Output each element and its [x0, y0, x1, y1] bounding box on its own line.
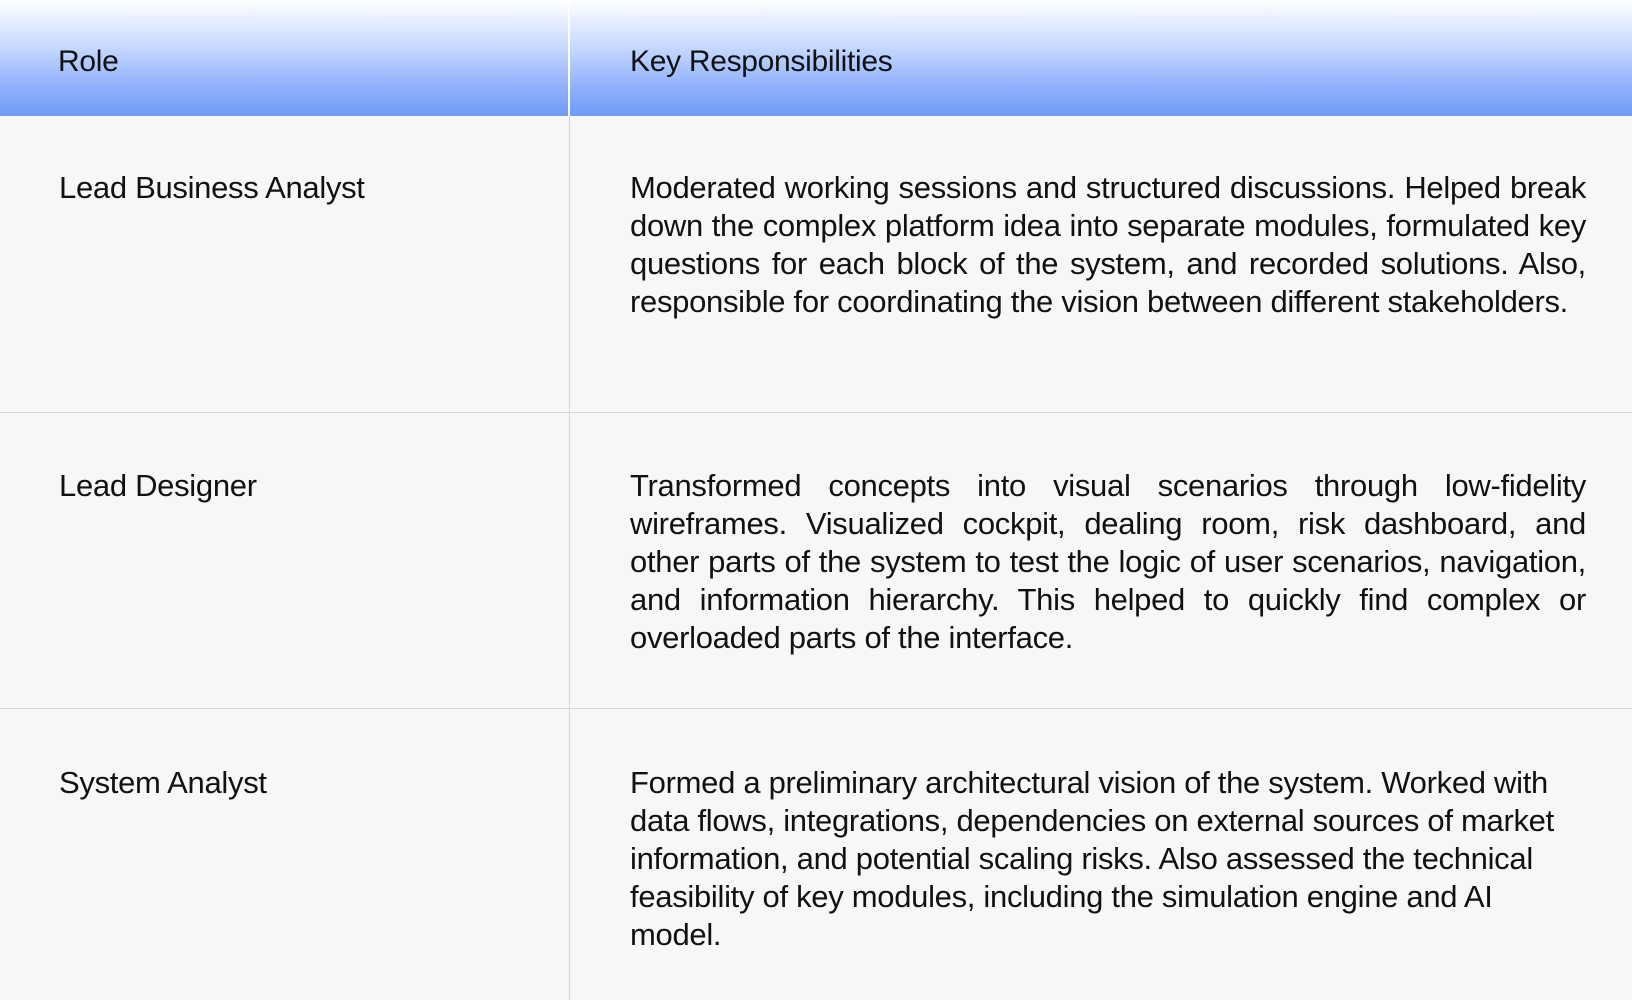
header-responsibilities [570, 0, 1632, 116]
role-label: Lead Designer [59, 468, 257, 503]
header-role [0, 0, 570, 116]
table-row-1-role [0, 116, 570, 412]
responsibilities-text: Formed a preliminary architectural vision of the system. Worked with data flows, integrations, dependencies on external sources of market information, and potential scaling risks. Also assessed the technical feasibility of key modules, including the simulation engine and AI model. [630, 765, 1554, 952]
table-row-3-role [0, 708, 570, 1000]
responsibilities-text: Transformed concepts into visual scenarios through low-fidelity wireframes. Visualized cockpit, dealing room, risk dashboard, and other parts of the system to test the logic of user scenarios, navigation, and information hierarchy. This helped to quickly find complex or overloaded parts of the interface. [630, 468, 1586, 655]
header-role-label: Role [58, 45, 119, 78]
table-row-3-responsibilities [570, 708, 1632, 1000]
table-row-2-responsibilities [570, 412, 1632, 708]
role-label: Lead Business Analyst [59, 170, 365, 205]
responsibilities-text: Moderated working sessions and structured discussions. Helped break down the complex platform idea into separate modules, formulated key questions for each block of the system, and recorded solutions. Also, responsible for coordinating the vision between different stakeholders. [630, 170, 1586, 319]
table-row-1-responsibilities [570, 116, 1632, 412]
role-label: System Analyst [59, 765, 267, 800]
table-row-2-role [0, 412, 570, 708]
header-responsibilities-label: Key Responsibilities [630, 45, 893, 78]
